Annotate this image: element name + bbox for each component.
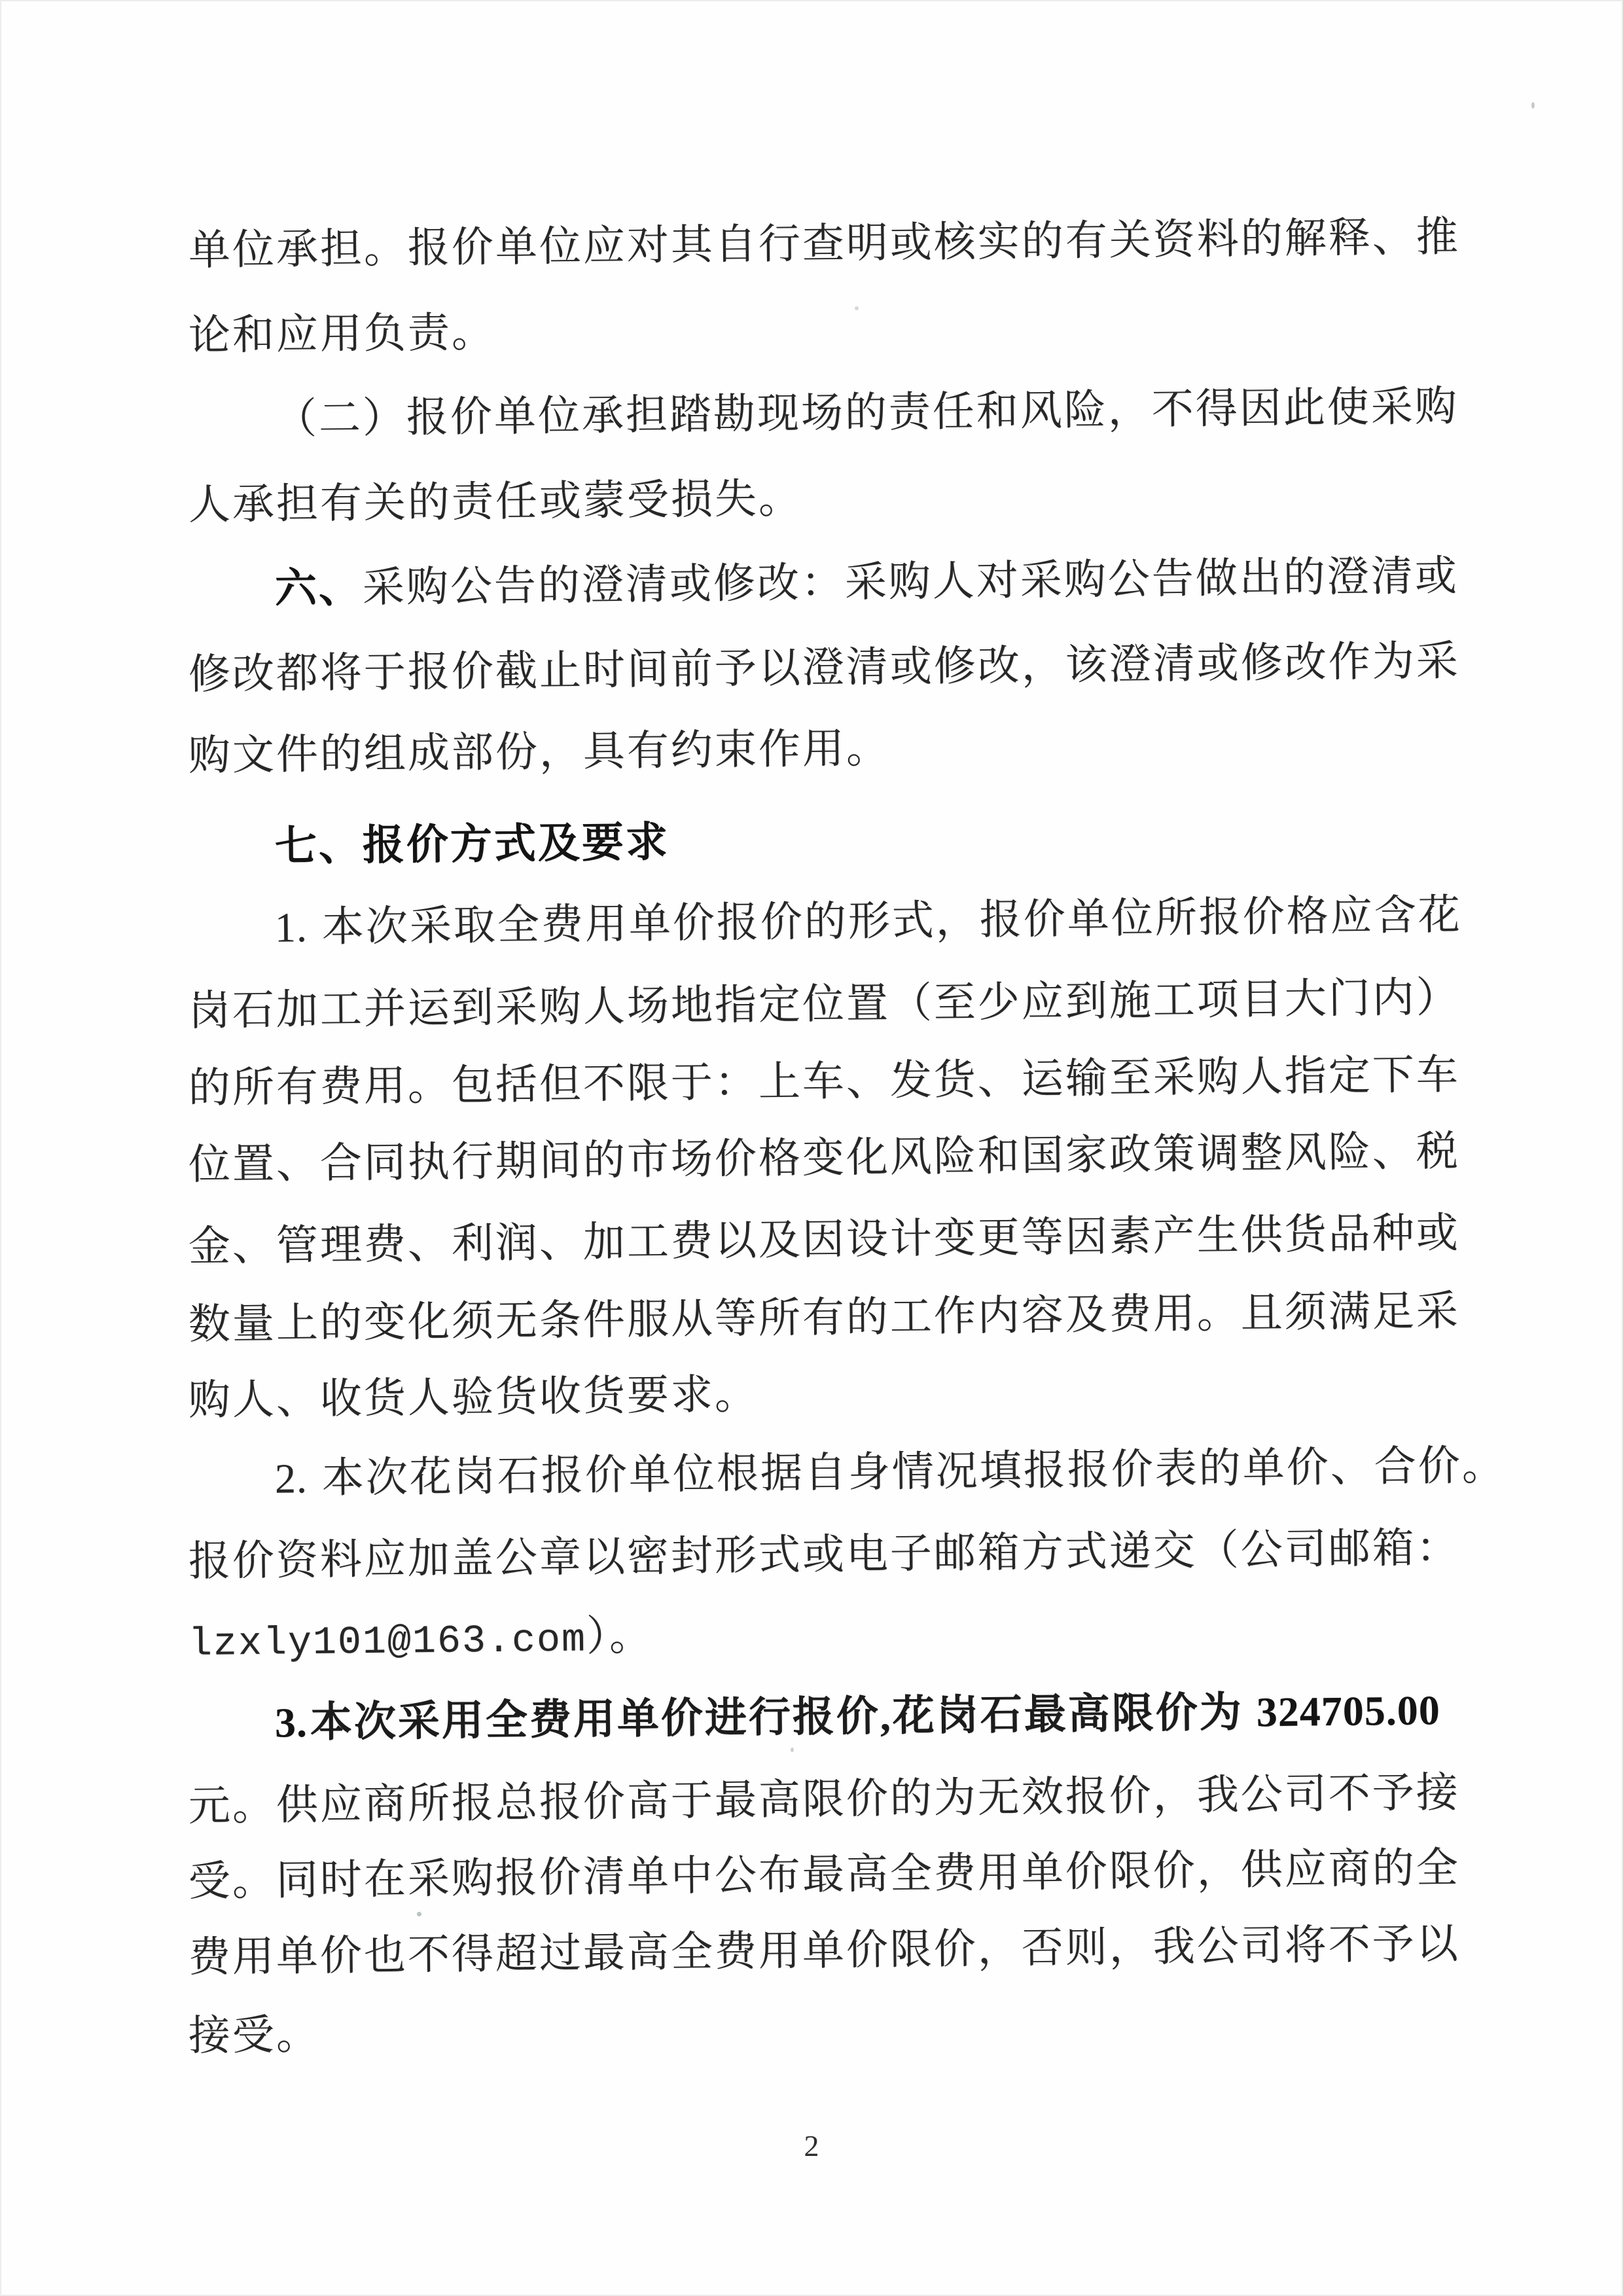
line-text: 接受。 — [188, 2011, 321, 2059]
line-text: 费用单价也不得超过最高全费用单价限价，否则，我公司将不予以 — [188, 1920, 1461, 1981]
text-line-14 — [188, 1280, 1460, 1356]
text-line-3 — [188, 375, 1459, 452]
item-number: 六、 — [274, 564, 363, 612]
item-number: 2. — [274, 1455, 308, 1502]
text-line-12 — [188, 1120, 1460, 1196]
text-line-18 — [188, 1604, 653, 1672]
text-line-16 — [188, 1434, 1506, 1511]
text-line-2 — [188, 301, 495, 367]
scan-speck — [417, 1912, 421, 1916]
text-line-15 — [188, 1363, 758, 1432]
text-line-13 — [188, 1202, 1460, 1278]
page-number: 2 — [804, 2129, 819, 2162]
line-text: 的所有费用。包括但不限于：上车、发货、运输至采购人指定下车 — [188, 1050, 1461, 1111]
line-text: 受。同时在采购报价清单中公布最高全费用单价限价，供应商的全 — [188, 1844, 1461, 1905]
line-text: 元。供应商所报总报价高于最高限价的为无效报价，我公司不予接 — [188, 1768, 1461, 1829]
text-line-21 — [188, 1837, 1460, 1913]
text-line-10 — [188, 966, 1460, 1043]
line-text: 人承担有关的责任或蒙受损失。 — [188, 475, 803, 528]
text-line-19 — [188, 1679, 1440, 1755]
line-text: 岗石加工并运到采购人场地指定位置（至少应到施工项目大门内） — [188, 973, 1461, 1034]
line-text: 数量上的变化须无条件服从等所有的工作内容及费用。且须满足采 — [188, 1287, 1461, 1348]
text-line-5 — [188, 545, 1459, 621]
line-text: ）。 — [586, 1612, 654, 1660]
line-text: 采购公告的澄清或修改：采购人对采购公告做出的澄清或 — [362, 552, 1459, 611]
line-text: 单位承担。报价单位应对其自行查明或核实的有关资料的解释、推 — [188, 213, 1461, 274]
scan-speck — [1531, 102, 1535, 109]
item-number: 1. — [274, 904, 308, 951]
text-line-23 — [188, 2003, 320, 2068]
text-line-1 — [188, 206, 1460, 282]
line-text: 购文件的组成部份，具有约束作用。 — [188, 725, 891, 779]
scan-speck — [791, 1748, 794, 1752]
item-number: 3. — [274, 1699, 308, 1746]
line-text: 购人、收货人验货收货要求。 — [188, 1371, 759, 1424]
text-line-7 — [188, 717, 890, 787]
price-limit-value: 324705.00 — [1256, 1687, 1441, 1736]
text-line-9 — [188, 884, 1462, 960]
line-text: 修改都将于报价截止时间前予以澄清或修改，该澄清或修改作为采 — [188, 637, 1461, 698]
heading-text: 七、报价方式及要求 — [274, 819, 670, 870]
section-heading — [188, 811, 669, 879]
text-line-11 — [188, 1043, 1460, 1120]
text-line-4 — [188, 467, 802, 537]
line-text: （二）报价单位承担踏勘现场的责任和风险，不得因此使采购 — [274, 382, 1459, 442]
line-text: 位置、合同执行期间的市场价格变化风险和国家政策调整风险、税 — [188, 1127, 1461, 1188]
line-text: 报价资料应加盖公章以密封形式或电子邮箱方式递交（公司邮箱： — [188, 1524, 1461, 1585]
line-text: 本次采用全费用单价进行报价,花岗石最高限价为 — [310, 1689, 1244, 1746]
scan-speck — [855, 306, 859, 310]
line-text: 金、管理费、利润、加工费以及因设计变更等因素产生供货品种或 — [188, 1209, 1461, 1270]
text-line-6 — [188, 630, 1460, 706]
line-text: 本次花岗石报价单位根据自身情况填报报价表的单价、合价。 — [321, 1442, 1507, 1501]
line-text: 本次采取全费用单价报价的形式，报价单位所报价格应含花 — [321, 891, 1463, 950]
text-line-22 — [188, 1912, 1460, 1989]
text-line-20 — [188, 1761, 1460, 1838]
line-text: 论和应用负责。 — [188, 308, 496, 359]
email-text: lzxly101@163.com — [188, 1618, 587, 1667]
text-line-17 — [188, 1516, 1460, 1593]
